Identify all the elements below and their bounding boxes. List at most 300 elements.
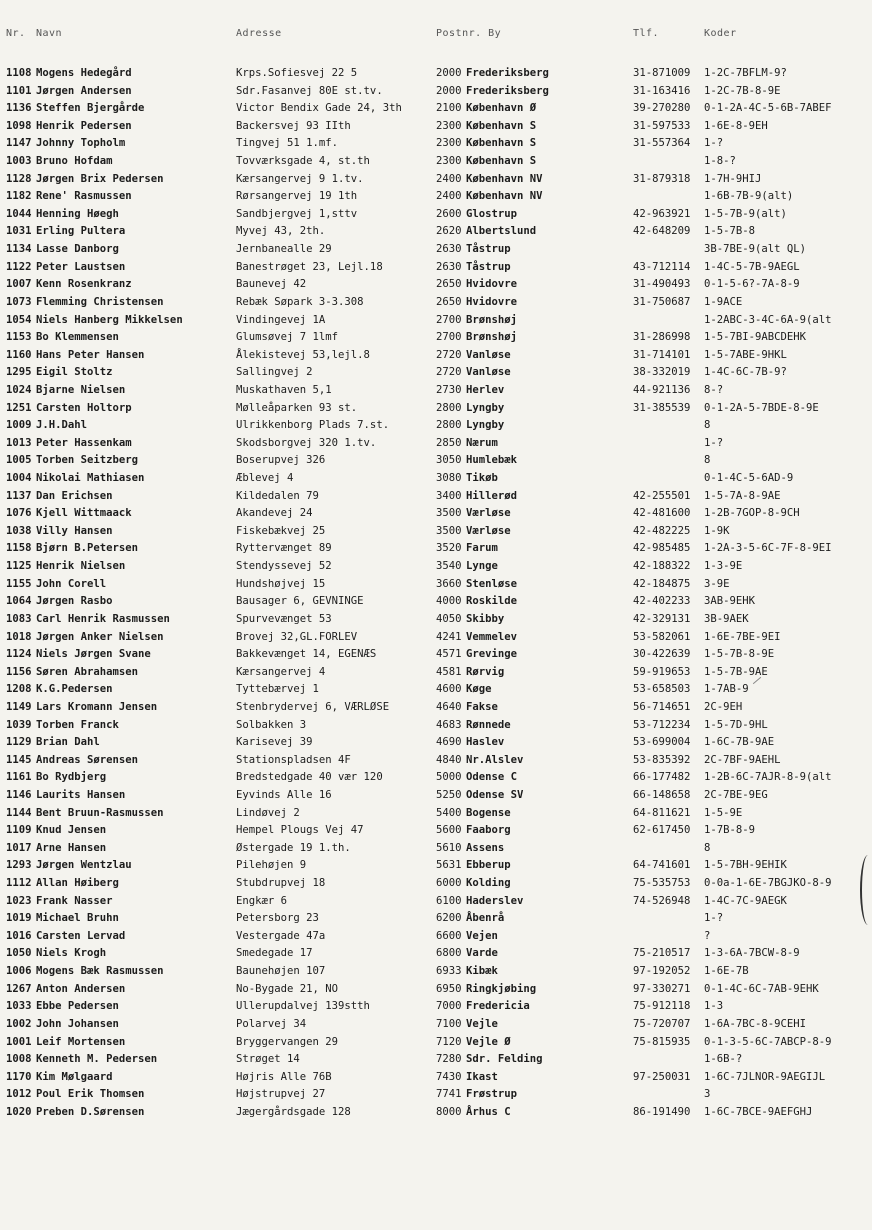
table-row <box>0 805 872 823</box>
table-row <box>0 523 872 541</box>
member-zip: 3080 <box>436 472 462 485</box>
member-city: Vejle Ø <box>466 1035 511 1048</box>
member-codes: 3AB-9EHK <box>704 595 756 608</box>
member-codes: 1-6C-7JLNOR-9AEGIJL <box>704 1070 826 1083</box>
member-city: Albertslund <box>466 225 537 238</box>
member-nr: 1064 <box>6 595 32 608</box>
table-row <box>0 206 872 224</box>
member-nr: 1145 <box>6 753 32 766</box>
member-zip: 7280 <box>436 1053 462 1066</box>
member-phone: 75-912118 <box>633 1000 691 1013</box>
member-zip: 5600 <box>436 824 462 837</box>
member-zip: 6000 <box>436 877 462 890</box>
member-nr: 1122 <box>6 260 32 273</box>
member-address: Stenbrydervej 6, VÆRLØSE <box>236 700 390 713</box>
member-nr: 1136 <box>6 102 32 115</box>
member-zip: 2300 <box>436 119 462 132</box>
table-row <box>0 417 872 435</box>
member-nr: 1020 <box>6 1105 32 1118</box>
member-zip: 2630 <box>436 260 462 273</box>
member-codes: 3 <box>704 1088 711 1101</box>
member-name: Henrik Nielsen <box>36 560 126 573</box>
member-phone: 42-255501 <box>633 489 691 502</box>
member-nr: 1033 <box>6 1000 32 1013</box>
member-name: Niels Hanberg Mikkelsen <box>36 313 183 326</box>
member-city: Kibæk <box>466 965 498 978</box>
member-address: Hundshøjvej 15 <box>236 577 326 590</box>
member-nr: 1013 <box>6 436 32 449</box>
member-nr: 1038 <box>6 524 32 537</box>
member-zip: 8000 <box>436 1105 462 1118</box>
member-address: Pilehøjen 9 <box>236 859 307 872</box>
member-city: Værløse <box>466 524 511 537</box>
column-header <box>0 28 872 44</box>
member-address: Banestrøget 23, Lejl.18 <box>236 260 383 273</box>
member-phone: 31-871009 <box>633 67 691 79</box>
member-name: Kenneth M. Pedersen <box>36 1053 158 1066</box>
member-name: Allan Høiberg <box>36 877 119 890</box>
member-address: Bredstedgade 40 vær 120 <box>236 771 383 784</box>
table-row <box>0 259 872 277</box>
member-codes: 3B-7BE-9(alt QL) <box>704 243 807 256</box>
member-zip: 4840 <box>436 753 462 766</box>
member-nr: 1149 <box>6 700 32 713</box>
member-nr: 1039 <box>6 718 32 731</box>
member-codes: 1-6A-7BC-8-9CEHI <box>704 1017 807 1030</box>
member-address: Sandbjergvej 1,sttv <box>236 207 358 220</box>
member-city: Frederiksberg <box>466 67 549 79</box>
member-nr: 1158 <box>6 542 32 555</box>
member-address: Rebæk Søpark 3-3.308 <box>236 295 364 308</box>
member-address: Rørsangervej 19 1th <box>236 190 358 203</box>
member-nr: 1208 <box>6 683 32 696</box>
member-name: Jørgen Brix Pedersen <box>36 172 164 185</box>
member-codes: 1-8-? <box>704 155 736 168</box>
member-city: Åbenrå <box>466 912 505 925</box>
member-nr: 1004 <box>6 472 32 485</box>
member-name: Kenn Rosenkranz <box>36 278 132 291</box>
table-row <box>0 664 872 682</box>
member-zip: 5631 <box>436 859 462 872</box>
member-city: Vanløse <box>466 348 511 361</box>
member-nr: 1293 <box>6 859 32 872</box>
member-name: Villy Hansen <box>36 524 113 537</box>
member-city: Humlebæk <box>466 454 518 467</box>
member-name: Flemming Christensen <box>36 295 164 308</box>
member-name: Bo Rydbjerg <box>36 771 107 784</box>
member-name: Bruno Hofdam <box>36 155 113 168</box>
member-city: Assens <box>466 841 505 854</box>
member-address: Ulrikkenborg Plads 7.st. <box>236 419 390 432</box>
table-row <box>0 312 872 330</box>
member-phone: 42-329131 <box>633 612 691 625</box>
member-zip: 2000 <box>436 84 462 97</box>
table-row <box>0 769 872 787</box>
member-address: Stendyssevej 52 <box>236 560 332 573</box>
table-row <box>0 910 872 928</box>
table-row <box>0 857 872 875</box>
member-address: Ryttervænget 89 <box>236 542 332 555</box>
member-address: Engkær 6 <box>236 894 288 907</box>
member-phone: 42-482225 <box>633 524 691 537</box>
member-codes: 1-6C-7BCE-9AEFGHJ <box>704 1105 813 1118</box>
table-row <box>0 945 872 963</box>
member-zip: 2630 <box>436 243 462 256</box>
member-codes: 2C-7BE-9EG <box>704 788 768 801</box>
member-city: Odense SV <box>466 788 524 801</box>
member-name: Jørgen Wentzlau <box>36 859 132 872</box>
member-city: Tåstrup <box>466 260 511 273</box>
member-city: Fakse <box>466 700 498 713</box>
member-address: Brovej 32,GL.FORLEV <box>236 630 358 643</box>
member-city: Hvidovre <box>466 278 518 291</box>
member-zip: 2600 <box>436 207 462 220</box>
member-city: Brønshøj <box>466 313 518 326</box>
member-codes: 1-? <box>704 912 724 925</box>
member-city: Stenløse <box>466 577 518 590</box>
member-zip: 5000 <box>436 771 462 784</box>
member-nr: 1054 <box>6 313 32 326</box>
member-zip: 2800 <box>436 401 462 414</box>
member-address: Karisevej 39 <box>236 736 313 749</box>
table-row <box>0 118 872 136</box>
member-zip: 7000 <box>436 1000 462 1013</box>
member-nr: 1050 <box>6 947 32 960</box>
member-phone: 53-699004 <box>633 736 691 749</box>
member-nr: 1153 <box>6 331 32 344</box>
member-address: Akandevej 24 <box>236 507 313 520</box>
member-name: Peter Laustsen <box>36 260 126 273</box>
member-address: Muskathaven 5,1 <box>236 383 332 396</box>
member-city: København NV <box>466 190 543 203</box>
member-name: K.G.Pedersen <box>36 683 113 696</box>
member-phone: 64-741601 <box>633 859 691 872</box>
member-zip: 7430 <box>436 1070 462 1083</box>
member-zip: 2100 <box>436 102 462 115</box>
member-zip: 2720 <box>436 366 462 379</box>
member-address: Myvej 43, 2th. <box>236 225 326 238</box>
member-zip: 6100 <box>436 894 462 907</box>
table-row <box>0 65 872 83</box>
member-zip: 2400 <box>436 190 462 203</box>
member-zip: 2650 <box>436 295 462 308</box>
member-zip: 3520 <box>436 542 462 555</box>
member-name: Johnny Topholm <box>36 137 126 150</box>
member-nr: 1182 <box>6 190 32 203</box>
member-name: Bent Bruun-Rasmussen <box>36 806 164 819</box>
member-phone: 42-402233 <box>633 595 691 608</box>
member-city: Vanløse <box>466 366 511 379</box>
table-row <box>0 593 872 611</box>
member-address: Spurvevænget 53 <box>236 612 332 625</box>
member-nr: 1031 <box>6 225 32 238</box>
member-nr: 1295 <box>6 366 32 379</box>
table-row <box>0 347 872 365</box>
table-row <box>0 734 872 752</box>
member-zip: 2700 <box>436 313 462 326</box>
member-nr: 1023 <box>6 894 32 907</box>
member-name: Poul Erik Thomsen <box>36 1088 145 1101</box>
member-phone: 31-879318 <box>633 172 691 185</box>
member-zip: 3540 <box>436 560 462 573</box>
member-codes: 1-5-7BI-9ABCDEHK <box>704 331 807 344</box>
member-codes: 0-1-4C-5-6AD-9 <box>704 472 794 485</box>
table-row <box>0 1016 872 1034</box>
member-city: København S <box>466 137 537 150</box>
member-name: Kjell Wittmaack <box>36 507 132 520</box>
member-codes: ? <box>704 929 711 942</box>
table-row <box>0 135 872 153</box>
table-row <box>0 505 872 523</box>
member-codes: 1-? <box>704 436 724 449</box>
member-name: Preben D.Sørensen <box>36 1105 145 1118</box>
member-address: Vindingevej 1A <box>236 313 326 326</box>
member-nr: 1125 <box>6 560 32 573</box>
member-codes: 0-1-5-6?-7A-8-9 <box>704 278 800 291</box>
member-city: Haderslev <box>466 894 524 907</box>
member-name: J.H.Dahl <box>36 419 88 432</box>
member-zip: 4640 <box>436 700 462 713</box>
member-nr: 1012 <box>6 1088 32 1101</box>
member-address: Backersvej 93 IIth <box>236 119 351 132</box>
member-address: Sallingvej 2 <box>236 366 313 379</box>
member-city: Vejle <box>466 1017 498 1030</box>
member-address: Baunehøjen 107 <box>236 965 326 978</box>
member-address: Jægergårdsgade 128 <box>236 1105 351 1118</box>
table-row <box>0 1069 872 1087</box>
table-row <box>0 893 872 911</box>
member-nr: 1108 <box>6 67 32 79</box>
table-row <box>0 699 872 717</box>
member-address: Stubdrupvej 18 <box>236 877 326 890</box>
header-postnr-by: Postnr. By <box>436 28 502 39</box>
member-zip: 6200 <box>436 912 462 925</box>
member-codes: 1-6C-7B-9AE <box>704 736 775 749</box>
member-name: Brian Dahl <box>36 736 100 749</box>
member-city: Tåstrup <box>466 243 511 256</box>
member-city: Frederiksberg <box>466 84 549 97</box>
member-phone: 97-192052 <box>633 965 691 978</box>
member-name: Jørgen Anker Nielsen <box>36 630 164 643</box>
table-row <box>0 981 872 999</box>
member-nr: 1098 <box>6 119 32 132</box>
member-city: Faaborg <box>466 824 511 837</box>
member-codes: 1-9ACE <box>704 295 743 308</box>
table-row <box>0 998 872 1016</box>
member-zip: 5610 <box>436 841 462 854</box>
member-nr: 1144 <box>6 806 32 819</box>
member-nr: 1017 <box>6 841 32 854</box>
member-codes: 0-1-2A-4C-5-6B-7ABEF <box>704 102 832 115</box>
member-codes: 1-5-7A-8-9AE <box>704 489 781 502</box>
member-codes: 1-2B-7GOP-8-9CH <box>704 507 800 520</box>
table-row <box>0 840 872 858</box>
member-city: Nr.Alslev <box>466 753 524 766</box>
table-row <box>0 752 872 770</box>
member-address: Glumsøvej 7 1lmf <box>236 331 339 344</box>
member-city: Odense C <box>466 771 518 784</box>
member-name: Torben Franck <box>36 718 119 731</box>
member-phone: 97-250031 <box>633 1070 691 1083</box>
member-nr: 1147 <box>6 137 32 150</box>
table-row <box>0 1051 872 1069</box>
member-city: Herlev <box>466 383 505 396</box>
member-name: Jørgen Rasbo <box>36 595 113 608</box>
member-city: København S <box>466 119 537 132</box>
member-name: Eigil Stoltz <box>36 366 113 379</box>
member-city: Farum <box>466 542 498 555</box>
member-nr: 1160 <box>6 348 32 361</box>
member-name: Andreas Sørensen <box>36 753 139 766</box>
member-codes: 1-4C-6C-7B-9? <box>704 366 787 379</box>
member-city: Grevinge <box>466 648 518 661</box>
header-nr: Nr. <box>6 28 26 39</box>
member-city: Kolding <box>466 877 511 890</box>
member-name: Lasse Danborg <box>36 243 119 256</box>
member-codes: 1-5-7BH-9EHIK <box>704 859 787 872</box>
member-zip: 3050 <box>436 454 462 467</box>
member-phone: 31-163416 <box>633 84 691 97</box>
member-nr: 1009 <box>6 419 32 432</box>
member-codes: 1-2C-7BFLM-9? <box>704 67 787 79</box>
member-zip: 6800 <box>436 947 462 960</box>
member-nr: 1007 <box>6 278 32 291</box>
member-name: Søren Abrahamsen <box>36 665 139 678</box>
member-zip: 5250 <box>436 788 462 801</box>
member-address: Fiskebækvej 25 <box>236 524 326 537</box>
table-row <box>0 1104 872 1122</box>
member-address: Østergade 19 1.th. <box>236 841 351 854</box>
member-address: Kildedalen 79 <box>236 489 319 502</box>
member-phone: 31-490493 <box>633 278 691 291</box>
member-codes: 1-3-6A-7BCW-8-9 <box>704 947 800 960</box>
member-nr: 1170 <box>6 1070 32 1083</box>
member-codes: 1-7B-8-9 <box>704 824 756 837</box>
member-codes: 2C-7BF-9AEHL <box>704 753 781 766</box>
member-zip: 2720 <box>436 348 462 361</box>
member-phone: 43-712114 <box>633 260 691 273</box>
table-row <box>0 364 872 382</box>
member-name: Laurits Hansen <box>36 788 126 801</box>
table-row <box>0 488 872 506</box>
member-address: Æblevej 4 <box>236 472 294 485</box>
member-address: Tovværksgade 4, st.th <box>236 155 370 168</box>
table-row <box>0 153 872 171</box>
member-codes: 8 <box>704 454 711 467</box>
table-row <box>0 646 872 664</box>
member-codes: 1-2B-6C-7AJR-8-9(alt <box>704 771 832 784</box>
table-row <box>0 576 872 594</box>
member-city: Lynge <box>466 560 498 573</box>
member-codes: 1-? <box>704 137 724 150</box>
member-codes: 1-7H-9HIJ <box>704 172 762 185</box>
member-zip: 3660 <box>436 577 462 590</box>
member-city: Skibby <box>466 612 505 625</box>
member-codes: 8 <box>704 419 711 432</box>
member-zip: 5400 <box>436 806 462 819</box>
table-row <box>0 171 872 189</box>
member-nr: 1124 <box>6 648 32 661</box>
table-row <box>0 875 872 893</box>
member-zip: 7741 <box>436 1088 462 1101</box>
member-codes: 3-9E <box>704 577 730 590</box>
member-city: Hvidovre <box>466 295 518 308</box>
member-city: København Ø <box>466 102 537 115</box>
member-nr: 1155 <box>6 577 32 590</box>
member-address: Boserupvej 326 <box>236 454 326 467</box>
member-city: Hillerød <box>466 489 518 502</box>
member-codes: 1-4C-7C-9AEGK <box>704 894 787 907</box>
table-row <box>0 629 872 647</box>
member-phone: 42-985485 <box>633 542 691 555</box>
member-zip: 2620 <box>436 225 462 238</box>
member-codes: 1-4C-5-7B-9AEGL <box>704 260 800 273</box>
member-name: John Corell <box>36 577 107 590</box>
member-codes: 0-1-2A-5-7BDE-8-9E <box>704 401 819 414</box>
table-row <box>0 787 872 805</box>
member-codes: 1-6E-7BE-9EI <box>704 630 781 643</box>
member-codes: 1-3 <box>704 1000 724 1013</box>
member-phone: 42-648209 <box>633 225 691 238</box>
member-name: Niels Jørgen Svane <box>36 648 151 661</box>
member-codes: 1-5-7B-8-9E <box>704 648 775 661</box>
margin-bracket-mark <box>860 855 872 925</box>
member-name: Mogens Bæk Rasmussen <box>36 965 164 978</box>
member-name: Niels Krogh <box>36 947 107 960</box>
member-address: Højstrupvej 27 <box>236 1088 326 1101</box>
member-codes: 1-2A-3-5-6C-7F-8-9EI <box>704 542 832 555</box>
member-codes: 1-6B-7B-9(alt) <box>704 190 794 203</box>
member-phone: 31-557364 <box>633 137 691 150</box>
member-name: Rene' Rasmussen <box>36 190 132 203</box>
member-zip: 4683 <box>436 718 462 731</box>
member-city: Varde <box>466 947 498 960</box>
member-phone: 53-582061 <box>633 630 691 643</box>
member-nr: 1161 <box>6 771 32 784</box>
member-name: John Johansen <box>36 1017 119 1030</box>
member-nr: 1137 <box>6 489 32 502</box>
member-name: Bo Klemmensen <box>36 331 119 344</box>
member-nr: 1016 <box>6 929 32 942</box>
member-phone: 31-597533 <box>633 119 691 132</box>
table-row <box>0 294 872 312</box>
member-city: Tikøb <box>466 472 498 485</box>
member-zip: 4581 <box>436 665 462 678</box>
member-city: Rørvig <box>466 665 505 678</box>
member-zip: 4690 <box>436 736 462 749</box>
member-nr: 1129 <box>6 736 32 749</box>
member-city: Roskilde <box>466 595 518 608</box>
member-codes: 1-6E-8-9EH <box>704 119 768 132</box>
member-city: Lyngby <box>466 401 505 414</box>
member-nr: 1083 <box>6 612 32 625</box>
member-address: Tingvej 51 1.mf. <box>236 137 339 150</box>
member-nr: 1128 <box>6 172 32 185</box>
member-zip: 6950 <box>436 982 462 995</box>
member-address: Højris Alle 76B <box>236 1070 332 1083</box>
member-name: Erling Pultera <box>36 225 126 238</box>
member-city: Ikast <box>466 1070 498 1083</box>
table-row <box>0 717 872 735</box>
table-row <box>0 400 872 418</box>
member-name: Henning Høegh <box>36 207 119 220</box>
member-zip: 2400 <box>436 172 462 185</box>
member-address: Ålekistevej 53,lejl.8 <box>236 348 370 361</box>
member-name: Ebbe Pedersen <box>36 1000 119 1013</box>
member-nr: 1002 <box>6 1017 32 1030</box>
member-name: Leif Mortensen <box>36 1035 126 1048</box>
member-name: Henrik Pedersen <box>36 119 132 132</box>
